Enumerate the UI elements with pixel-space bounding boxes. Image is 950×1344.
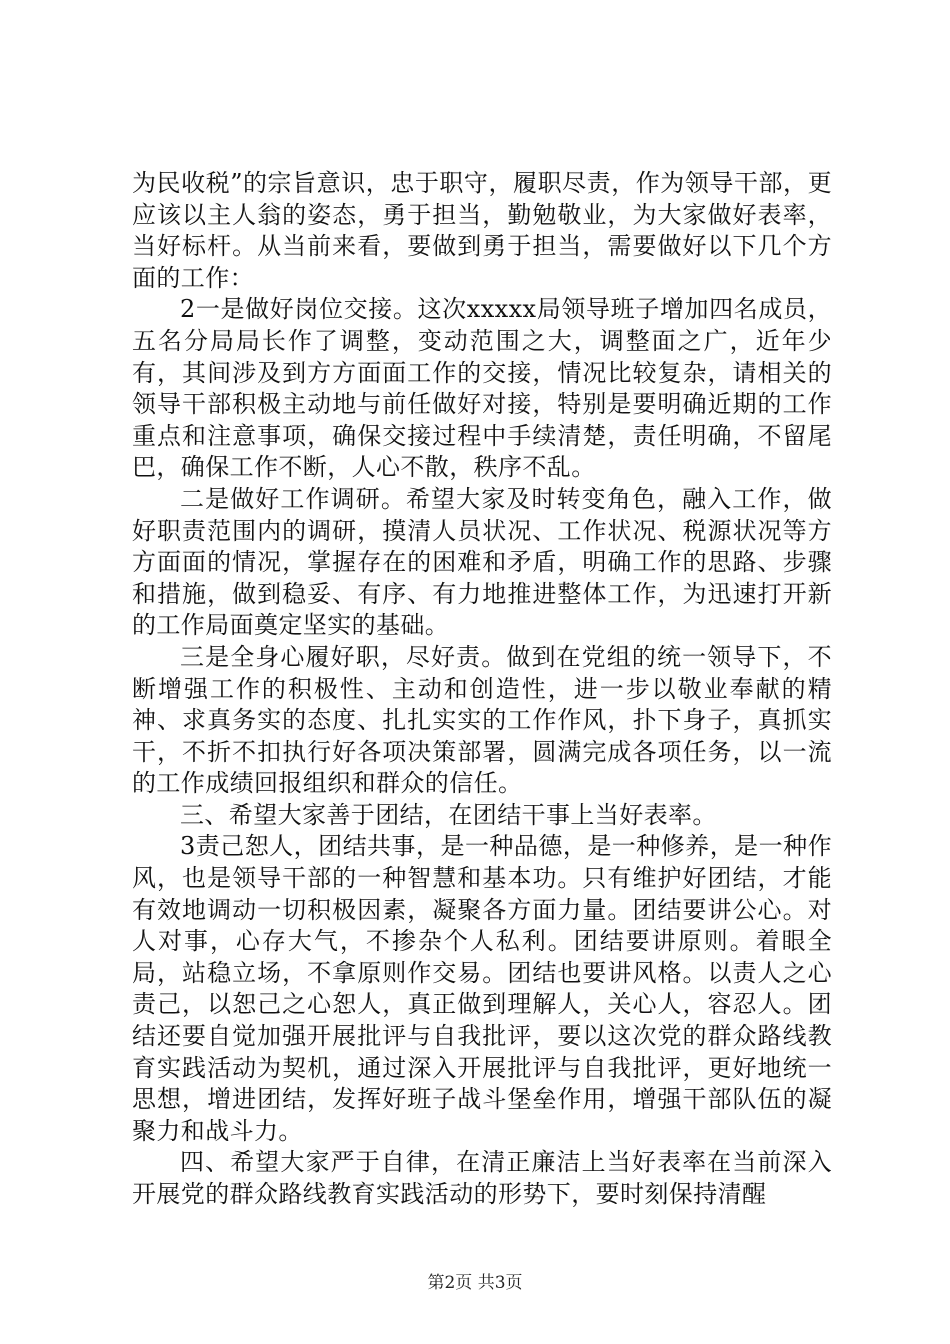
- paragraph-3: 二是做好工作调研。希望大家及时转变角色，融入工作，做好职责范围内的调研，摸清人员状况、工作状况、税源状况等方方面面的情况，掌握存在的困难和矛盾，明确工作的思路、步骤和措施，做到稳妥、有序、有力地推进整体工作，为迅速打开新的工作局面奠定坚实的基础。: [132, 484, 832, 640]
- paragraph-4: 三是全身心履好职，尽好责。做到在党组的统一领导下，不断增强工作的积极性、主动和创造性，进一步以敬业奉献的精神、求真务实的态度、扎扎实实的工作作风，扑下身子，真抓实干，不折不扣执行好各项决策部署，圆满完成各项任务，以一流的工作成绩回报组织和群众的信任。: [132, 642, 832, 798]
- page-footer: 第2页 共3页: [427, 1273, 523, 1293]
- document-body: [132, 168, 832, 1211]
- paragraph-2: 2一是做好岗位交接。这次xxxxx局领导班子增加四名成员，五名分局局长作了调整，变动范围之大，调整面之广，近年少有，其间涉及到方方面面工作的交接，情况比较复杂，请相关的领导干部积极主动地与前任做好对接，特别是要明确近期的工作重点和注意事项，确保交接过程中手续清楚，责任明确，不留尾巴，确保工作不断，人心不散，秩序不乱。: [132, 295, 832, 482]
- section-heading-3: 三、希望大家善于团结，在团结干事上当好表率。: [180, 800, 717, 829]
- paragraph-6: 3责己恕人，团结共事，是一种品德，是一种修养，是一种作风，也是领导干部的一种智慧和基本功。只有维护好团结，才能有效地调动一切积极因素，凝聚各方面力量。团结要讲公心。对人对事，心存大气，不掺杂个人私利。团结要讲原则。着眼全局，站稳立场，不拿原则作交易。团结也要讲风格。以责人之心责己，以恕己之心恕人，真正做到理解人，关心人，容忍人。团结还要自觉加强开展批评与自我批评，要以这次党的群众路线教育实践活动为契机，通过深入开展批评与自我批评，更好地统一思想，增进团结，发挥好班子战斗堡垒作用，增强干部队伍的凝聚力和战斗力。: [132, 832, 832, 1145]
- paragraph-1: 为民收税”的宗旨意识，忠于职守，履职尽责，作为领导干部，更应该以主人翁的姿态，勇于担当，勤勉敬业，为大家做好表率，当好标杆。从当前来看，要做到勇于担当，需要做好以下几个方面的工作：: [132, 169, 832, 292]
- paragraph-7: 四、希望大家严于自律，在清正廉洁上当好表率在当前深入开展党的群众路线教育实践活动的形势下，要时刻保持清醒: [132, 1148, 832, 1208]
